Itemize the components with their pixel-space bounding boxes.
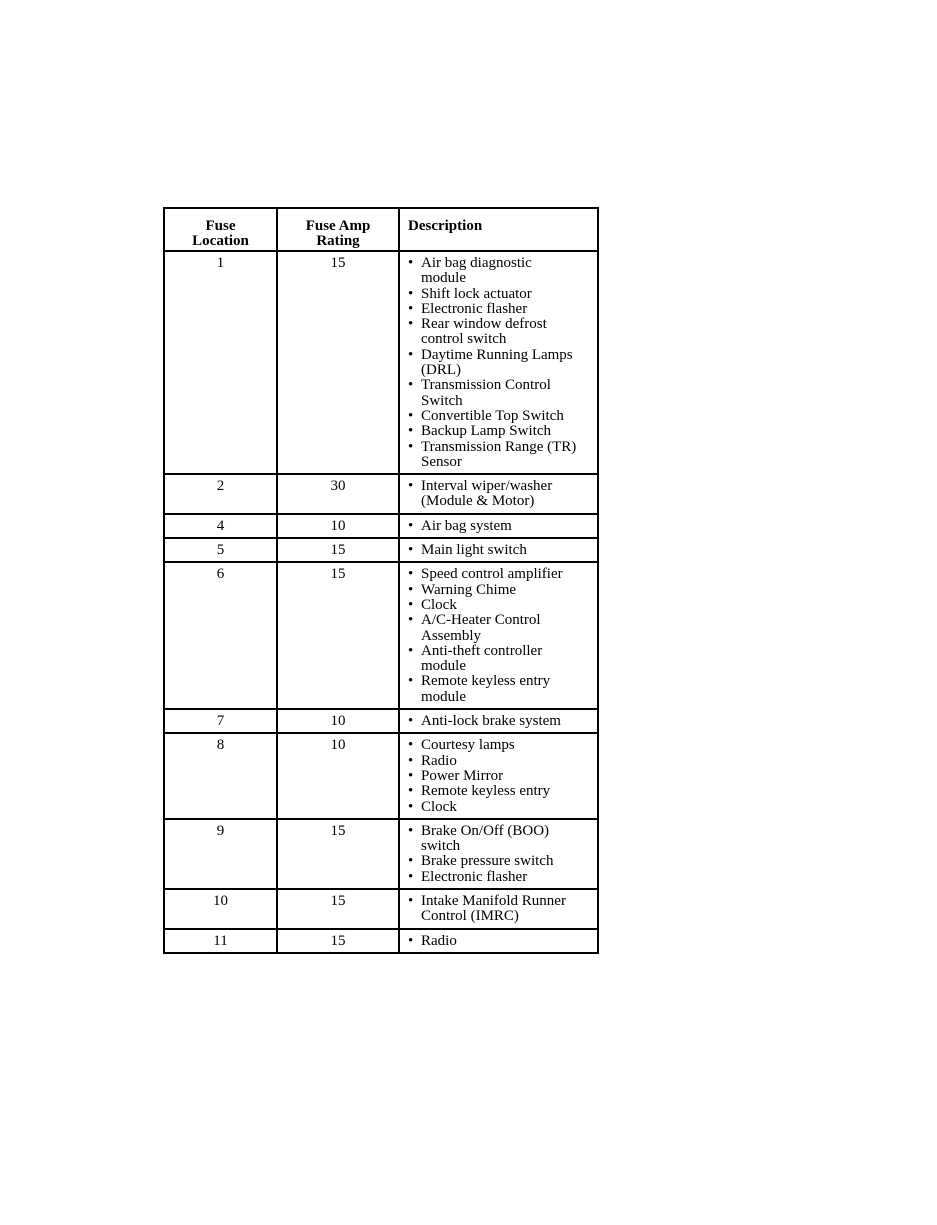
description-cell: [399, 733, 598, 818]
list-item: [408, 870, 593, 885]
fuse-location-cell: 9: [164, 819, 277, 889]
list-item-text: Transmission Range (TR): [421, 438, 577, 455]
list-item-text: Radio: [421, 932, 457, 949]
fuse-amp-rating-cell: 10: [277, 733, 399, 818]
description-list: [408, 567, 593, 705]
description-list: [408, 934, 593, 949]
description-list: [408, 714, 593, 729]
list-item-text: Shift lock actuator: [421, 285, 532, 302]
list-item: [408, 287, 593, 302]
list-item: [408, 424, 593, 439]
list-item-text: Remote keyless entry: [421, 673, 551, 690]
header-fuse-amp-rating-line1: Fuse Amp: [305, 218, 371, 234]
list-item-text: Brake On/Off (BOO): [421, 822, 550, 839]
description-cell: [399, 562, 598, 709]
list-item-text: Interval wiper/washer: [421, 478, 553, 495]
fuse-location-cell: 10: [164, 889, 277, 929]
description-cell: [399, 929, 598, 953]
list-item-text: Intake Manifold Runner: [421, 892, 566, 909]
list-item: [408, 567, 593, 582]
list-item-text: Speed control amplifier: [421, 566, 563, 583]
header-description: Description: [399, 208, 598, 251]
table-row: [164, 889, 598, 929]
list-item-text: Transmission Control: [421, 377, 551, 394]
description-list: [408, 256, 593, 470]
table-row: [164, 474, 598, 514]
fuse-amp-rating-cell: 15: [277, 819, 399, 889]
list-item: [408, 613, 593, 644]
list-item: [408, 598, 593, 613]
description-cell: [399, 538, 598, 562]
list-item-text: Clock: [421, 798, 457, 815]
list-item-text: Power Mirror: [421, 767, 504, 784]
list-item: [408, 934, 593, 949]
description-list: [408, 894, 593, 925]
list-item-text: (Module & Motor): [421, 493, 535, 510]
fuse-rows: [164, 251, 598, 953]
fuse-location-cell: 1: [164, 251, 277, 474]
list-item-text: Electronic flasher: [421, 300, 528, 317]
fuse-amp-rating-cell: 15: [277, 562, 399, 709]
list-item: [408, 644, 593, 675]
list-item-text: (DRL): [421, 362, 461, 379]
fuse-amp-rating-cell: 10: [277, 514, 399, 538]
list-item: [408, 479, 593, 510]
list-item-text: switch: [421, 838, 461, 855]
description-list: [408, 479, 593, 510]
header-fuse-amp-rating: [277, 208, 399, 251]
description-cell: [399, 819, 598, 889]
description-cell: [399, 474, 598, 514]
list-item-text: Clock: [421, 596, 457, 613]
description-cell: [399, 889, 598, 929]
list-item-text: Rear window defrost: [421, 316, 547, 333]
list-item: [408, 317, 593, 348]
list-item: [408, 583, 593, 598]
header-fuse-location: [164, 208, 277, 251]
list-item-text: Backup Lamp Switch: [421, 423, 551, 440]
list-item: [408, 409, 593, 424]
description-cell: [399, 514, 598, 538]
list-item-text: Remote keyless entry: [421, 783, 551, 800]
fuse-location-cell: 8: [164, 733, 277, 818]
list-item-text: control switch: [421, 331, 507, 348]
header-fuse-amp-rating-line2: Rating: [316, 233, 360, 249]
header-fuse-location-line2: Location: [192, 233, 249, 249]
table-row: [164, 709, 598, 733]
table-row: [164, 733, 598, 818]
fuse-location-cell: 4: [164, 514, 277, 538]
fuse-amp-rating-cell: 10: [277, 709, 399, 733]
fuse-amp-rating-cell: 15: [277, 889, 399, 929]
list-item-text: Radio: [421, 752, 457, 769]
list-item: [408, 302, 593, 317]
list-item: [408, 519, 593, 534]
list-item: [408, 674, 593, 705]
fuse-location-cell: 6: [164, 562, 277, 709]
list-item-text: module: [421, 270, 466, 287]
description-list: [408, 543, 593, 558]
list-item-text: module: [421, 688, 466, 705]
table-row: [164, 562, 598, 709]
list-item: [408, 800, 593, 815]
list-item-text: A/C-Heater Control: [421, 612, 541, 629]
list-item-text: Brake pressure switch: [421, 853, 554, 870]
list-item: [408, 754, 593, 769]
table-row: [164, 538, 598, 562]
list-item: [408, 824, 593, 855]
list-item-text: Anti-lock brake system: [421, 713, 561, 730]
list-item-text: Courtesy lamps: [421, 737, 515, 754]
list-item-text: Air bag system: [421, 517, 512, 534]
table-row: [164, 251, 598, 474]
table-row: [164, 929, 598, 953]
fuse-location-cell: 5: [164, 538, 277, 562]
list-item-text: Control (IMRC): [421, 908, 519, 925]
fuse-amp-rating-cell: 15: [277, 929, 399, 953]
list-item-text: Electronic flasher: [421, 868, 528, 885]
list-item: [408, 378, 593, 409]
description-list: [408, 519, 593, 534]
fuse-table: [163, 207, 599, 954]
list-item: [408, 738, 593, 753]
list-item-text: Assembly: [421, 627, 481, 644]
header-fuse-location-line1: Fuse: [205, 218, 236, 234]
list-item: [408, 784, 593, 799]
fuse-location-cell: 2: [164, 474, 277, 514]
list-item-text: Daytime Running Lamps: [421, 346, 573, 363]
list-item: [408, 894, 593, 925]
table-row: [164, 514, 598, 538]
description-cell: [399, 709, 598, 733]
fuse-amp-rating-cell: 15: [277, 538, 399, 562]
list-item-text: Sensor: [421, 453, 462, 470]
list-item: [408, 714, 593, 729]
list-item: [408, 854, 593, 869]
fuse-location-cell: 11: [164, 929, 277, 953]
list-item: [408, 348, 593, 379]
list-item-text: Switch: [421, 392, 463, 409]
fuse-location-cell: 7: [164, 709, 277, 733]
list-item: [408, 543, 593, 558]
description-cell: [399, 251, 598, 474]
list-item-text: Anti-theft controller: [421, 642, 543, 659]
fuse-amp-rating-cell: 30: [277, 474, 399, 514]
list-item-text: Convertible Top Switch: [421, 407, 564, 424]
list-item: [408, 769, 593, 784]
header-row: [164, 208, 598, 251]
description-list: [408, 738, 593, 814]
list-item-text: Air bag diagnostic: [421, 255, 532, 271]
list-item-text: module: [421, 658, 466, 675]
list-item-text: Warning Chime: [421, 581, 517, 598]
fuse-amp-rating-cell: 15: [277, 251, 399, 474]
list-item: [408, 440, 593, 471]
list-item: [408, 256, 593, 287]
table-row: [164, 819, 598, 889]
description-list: [408, 824, 593, 885]
list-item-text: Main light switch: [421, 542, 527, 559]
